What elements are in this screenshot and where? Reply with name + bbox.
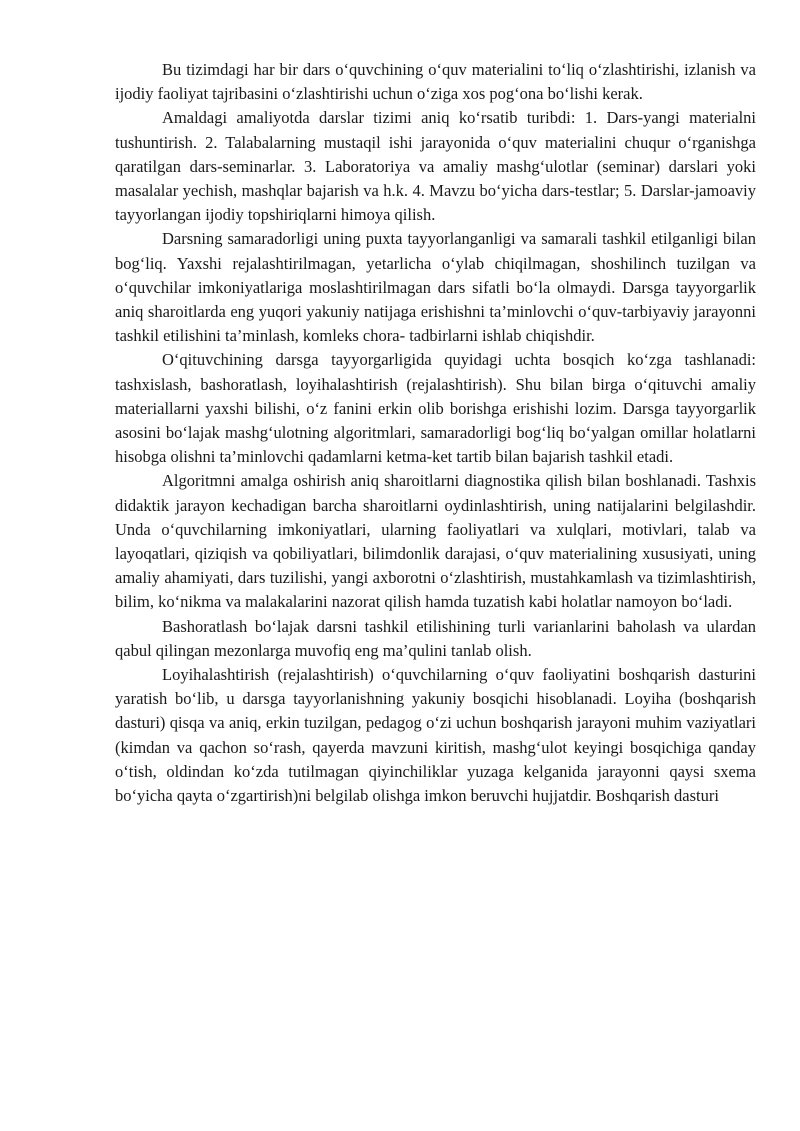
paragraph-5: Algoritmni amalga oshirish aniq sharoitlarni diagnostika qilish bilan boshlanadi. Tashxis didaktik jarayon kechadigan barcha sharoitlarni oydinlashtirish, uning natijalarini belgilashdir. Unda o‘quvchilarning imkoniyatlari, ularning faoliyatlari va xulqlari, motivlari, talab va layoqatlari, qiziqish va qobiliyatlari, bilimdonlik darajasi, o‘quv materialining xususiyati, uning amaliy ahamiyati, dars tuzilishi, yangi axborotni o‘zlashtirish, mustahkamlash va tizimlashtirish, bilim, ko‘nikma va malakalarini nazorat qilish hamda tuzatish kabi holatlar namoyon bo‘ladi. <box>115 471 756 612</box>
paragraph-7: Loyihalashtirish (rejalashtirish) o‘quvchilarning o‘quv faoliyatini boshqarish dasturini yaratish bo‘lib, u darsga tayyorlanishning yakuniy bosqichi hisoblanadi. Loyiha (boshqarish dasturi) qisqa va aniq, erkin tuzilgan, pedagog o‘zi uchun boshqarish jarayoni muhim vaziyatlari (kimdan va qachon so‘rash, qayerda mavzuni kiritish, mashg‘ulot keyingi bosqichiga qanday o‘tish, oldindan ko‘zda tutilmagan qiyinchiliklar yuzaga kelganida jarayonni qaysi sxema bo‘yicha qayta o‘zgartirish)ni belgilab olishga imkon beruvchi hujjatdir. Boshqarish dasturi <box>115 665 756 806</box>
paragraph-3: Darsning samaradorligi uning puxta tayyorlanganligi va samarali tashkil etilganligi bilan bog‘liq. Yaxshi rejalashtirilmagan, yetarlicha o‘ylab chiqilmagan, shoshilinch tuzilgan va o‘quvchilar imkoniyatlariga moslashtirilmagan dars sifatli bo‘la olmaydi. Darsga tayyorgarlik aniq sharoitlarda eng yuqori yakuniy natijaga erishishni ta’minlovchi o‘quv-tarbiyaviy jarayonni tashkil etilishini ta’minlash, komleks chora- tadbirlarni ishlab chiqishdir. <box>115 229 756 346</box>
document-page <box>115 58 756 808</box>
paragraph-6: Bashoratlash bo‘lajak darsni tashkil etilishining turli varianlarini baholash va ulardan qabul qilingan mezonlarga muvofiq eng ma’qulini tanlab olish. <box>115 616 756 660</box>
paragraph-4: O‘qituvchining darsga tayyorgarligida quyidagi uchta bosqich ko‘zga tashlanadi: tashxislash, bashoratlash, loyihalashtirish (rejalashtirish). Shu bilan birga o‘qituvchi amaliy materiallarni yaxshi bilishi, o‘z fanini erkin olib borishga erishishi lozim. Darsga tayyorgarlik asosini bo‘lajak mashg‘ulotning algoritmlari, samaradorligi bog‘liq bo‘yalgan omillar holatlarni hisobga olishni ta’minlovchi qadamlarni ketma-ket tartib bilan bajarish tashkil etadi. <box>115 350 756 467</box>
paragraph-1: Bu tizimdagi har bir dars o‘quvchining o‘quv materialini to‘liq o‘zlashtirishi, izlanish va ijodiy faoliyat tajribasini o‘zlashtirishi uchun o‘ziga xos pog‘ona bo‘lishi kerak. <box>115 60 756 104</box>
paragraph-2: Amaldagi amaliyotda darslar tizimi aniq ko‘rsatib turibdi: 1. Dars-yangi materialni tushuntirish. 2. Talabalarning mustaqil ishi jarayonida o‘quv materialini chuqur o‘rganishga qaratilgan dars-seminarlar. 3. Laboratoriya va amaliy mashg‘ulotlar (seminar) darslari yoki masalalar yechish, mashqlar bajarish va h.k. 4. Mavzu bo‘yicha dars-testlar; 5. Darslar-jamoaviy tayyorlangan ijodiy topshiriqlarni himoya qilish. <box>115 108 756 225</box>
